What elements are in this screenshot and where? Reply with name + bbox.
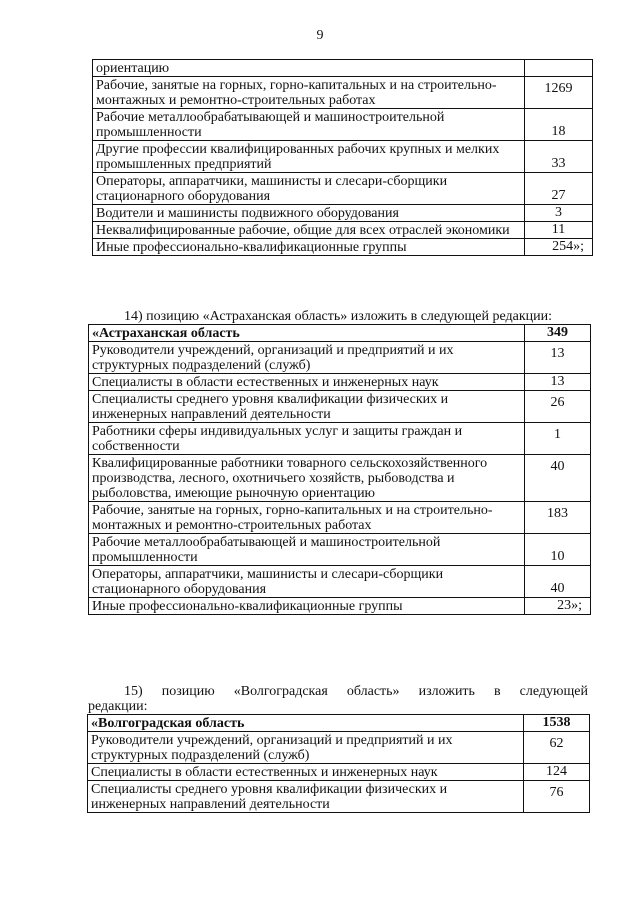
row-value: 40 [525, 566, 591, 598]
row-label: Работники сферы индивидуальных услуг и защиты граждан и собственности [89, 423, 525, 455]
row-label: Руководители учреждений, организаций и предприятий и их структурных подразделений (служб) [89, 342, 525, 374]
paragraph-word: область» [346, 684, 400, 699]
row-label: Специалисты среднего уровня квалификации физических и инженерных направлений деятельности [89, 391, 525, 423]
region-name: «Астраханская область [89, 325, 525, 342]
row-label: Специалисты в области естественных и инженерных наук [88, 764, 524, 781]
table-row [93, 60, 593, 77]
row-label: Квалифицированные работники товарного сельскохозяйственного производства, лесного, охотничьего хозяйств, рыбоводства и рыболовства, имеющие рыночную ориентацию [89, 455, 525, 502]
row-value: 254»; [525, 239, 593, 256]
table-row [93, 173, 593, 205]
row-value: 27 [525, 173, 593, 205]
row-value: 23»; [525, 598, 591, 615]
row-value: 11 [525, 222, 593, 239]
table-row [89, 391, 591, 423]
table-row [93, 222, 593, 239]
row-label: Специалисты в области естественных и инженерных наук [89, 374, 525, 391]
row-value: 40 [525, 455, 591, 502]
row-label: Операторы, аппаратчики, машинисты и слесари-сборщики стационарного оборудования [89, 566, 525, 598]
table-row [89, 598, 591, 615]
row-value: 10 [525, 534, 591, 566]
page-number: 9 [316, 28, 324, 43]
paragraph-line: редакции: [88, 699, 148, 714]
row-value: 18 [525, 109, 593, 141]
table-row [93, 239, 593, 256]
table-row [88, 781, 590, 813]
row-label: Водители и машинисты подвижного оборудования [93, 205, 525, 222]
paragraph-word: позицию [161, 684, 215, 699]
region-total: 349 [525, 325, 591, 342]
table-row [88, 732, 590, 764]
row-value: 33 [525, 141, 593, 173]
table-header-row [89, 325, 591, 342]
table-volgograd [87, 714, 590, 813]
paragraph-word: 15) [124, 684, 143, 699]
paragraph-item-15 [88, 684, 588, 714]
table-row [89, 342, 591, 374]
row-label: Неквалифицированные рабочие, общие для всех отраслей экономики [93, 222, 525, 239]
paragraph-item-14: 14) позицию «Астраханская область» изложить в следующей редакции: [124, 309, 553, 324]
row-value: 62 [524, 732, 590, 764]
paragraph-word: в [493, 684, 501, 699]
table-row [89, 374, 591, 391]
table-row [93, 141, 593, 173]
row-label: Иные профессионально-квалификационные группы [93, 239, 525, 256]
row-value: 183 [525, 502, 591, 534]
table-row [89, 502, 591, 534]
table-row [89, 423, 591, 455]
row-value [525, 60, 593, 77]
table-row [89, 455, 591, 502]
paragraph-word: следующей [519, 684, 588, 699]
paragraph-word: изложить [418, 684, 475, 699]
table-astrakhan [88, 324, 591, 615]
table-row [89, 534, 591, 566]
paragraph-word: «Волгоградская [233, 684, 328, 699]
region-total: 1538 [524, 715, 590, 732]
table-row [89, 566, 591, 598]
table-header-row [88, 715, 590, 732]
row-value: 3 [525, 205, 593, 222]
region-name: «Волгоградская область [88, 715, 524, 732]
table-row [93, 77, 593, 109]
row-value: 13 [525, 374, 591, 391]
row-value: 1269 [525, 77, 593, 109]
paragraph-line [88, 684, 588, 699]
table-continued [92, 59, 593, 256]
row-label: Руководители учреждений, организаций и предприятий и их структурных подразделений (служб) [88, 732, 524, 764]
row-label: Рабочие металлообрабатывающей и машиностроительной промышленности [89, 534, 525, 566]
table-row [93, 109, 593, 141]
row-label: Другие профессии квалифицированных рабочих крупных и мелких промышленных предприятий [93, 141, 525, 173]
row-label: Рабочие, занятые на горных, горно-капитальных и на строительно-монтажных и ремонтно-строительных работах [89, 502, 525, 534]
table-row [88, 764, 590, 781]
row-label: ориентацию [93, 60, 525, 77]
row-value: 13 [525, 342, 591, 374]
row-value: 26 [525, 391, 591, 423]
row-label: Специалисты среднего уровня квалификации физических и инженерных направлений деятельности [88, 781, 524, 813]
row-label: Иные профессионально-квалификационные группы [89, 598, 525, 615]
row-label: Операторы, аппаратчики, машинисты и слесари-сборщики стационарного оборудования [93, 173, 525, 205]
row-value: 1 [525, 423, 591, 455]
row-value: 76 [524, 781, 590, 813]
row-label: Рабочие, занятые на горных, горно-капитальных и на строительно-монтажных и ремонтно-строительных работах [93, 77, 525, 109]
table-row [93, 205, 593, 222]
row-label: Рабочие металлообрабатывающей и машиностроительной промышленности [93, 109, 525, 141]
row-value: 124 [524, 764, 590, 781]
